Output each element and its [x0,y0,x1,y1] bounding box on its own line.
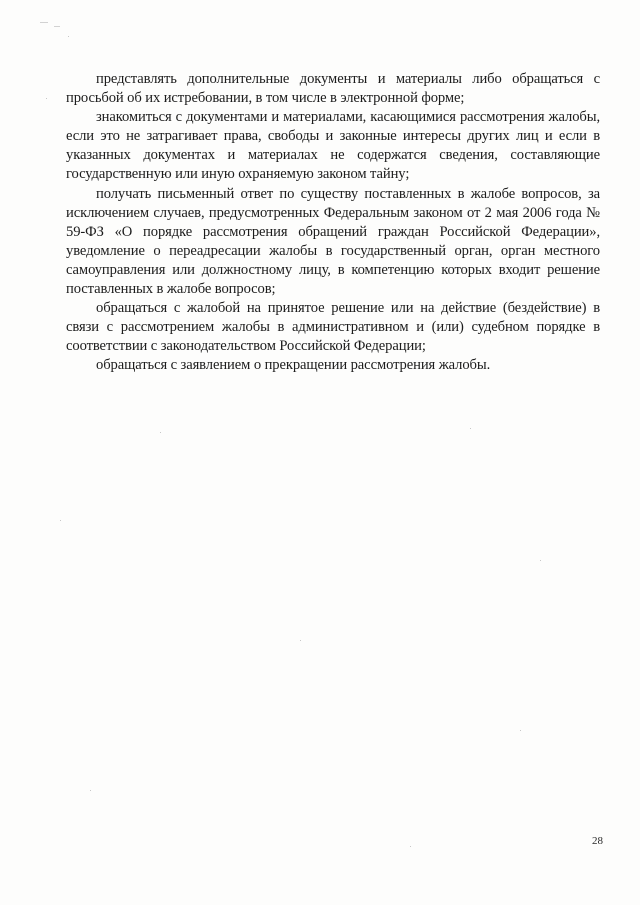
page-number: 28 [592,835,603,847]
scan-speck [520,730,521,731]
scan-speck [60,520,61,521]
scan-speck [470,428,471,429]
scan-mark [40,22,48,23]
scan-speck [410,846,411,847]
paragraph-appeal-decision: обращаться с жалобой на принятое решение или на действие (бездействие) в связи с рассмотрением жалобы в административном и (или) судебном порядке в соответствии с законодательством Российской Федерации; [66,300,600,355]
document-body [66,70,600,376]
scan-speck [540,560,541,561]
paragraph-review-materials: знакомиться с документами и материалами, касающимися рассмотрения жалобы, если это не затрагивает права, свободы и законные интересы других лиц и если в указанных документах и материалах не содержатся сведения, составляющие государственную или иную охраняемую законом тайну; [66,109,600,183]
paragraph-written-response: получать письменный ответ по существу поставленных в жалобе вопросов, за исключением случаев, предусмотренных Федеральным законом от 2 мая 2006 года № 59-ФЗ «О порядке рассмотрения обращений граждан Российской Федерации», уведомление о переадресации жалобы в государственный орган, орган местного самоуправления или должностному лицу, в компетенцию которых входит решение поставленных в жалобе вопросов; [66,185,600,298]
paragraph-terminate-review: обращаться с заявлением о прекращении рассмотрения жалобы. [96,357,491,374]
scan-mark [54,26,60,27]
scan-speck [90,790,91,791]
scan-speck [160,432,161,433]
paragraph-additional-documents: представлять дополнительные документы и материалы либо обращаться с просьбой об их истребовании, в том числе в электронной форме; [66,71,600,107]
scan-speck [46,98,47,99]
scan-speck [68,36,69,37]
scan-speck [300,640,301,641]
